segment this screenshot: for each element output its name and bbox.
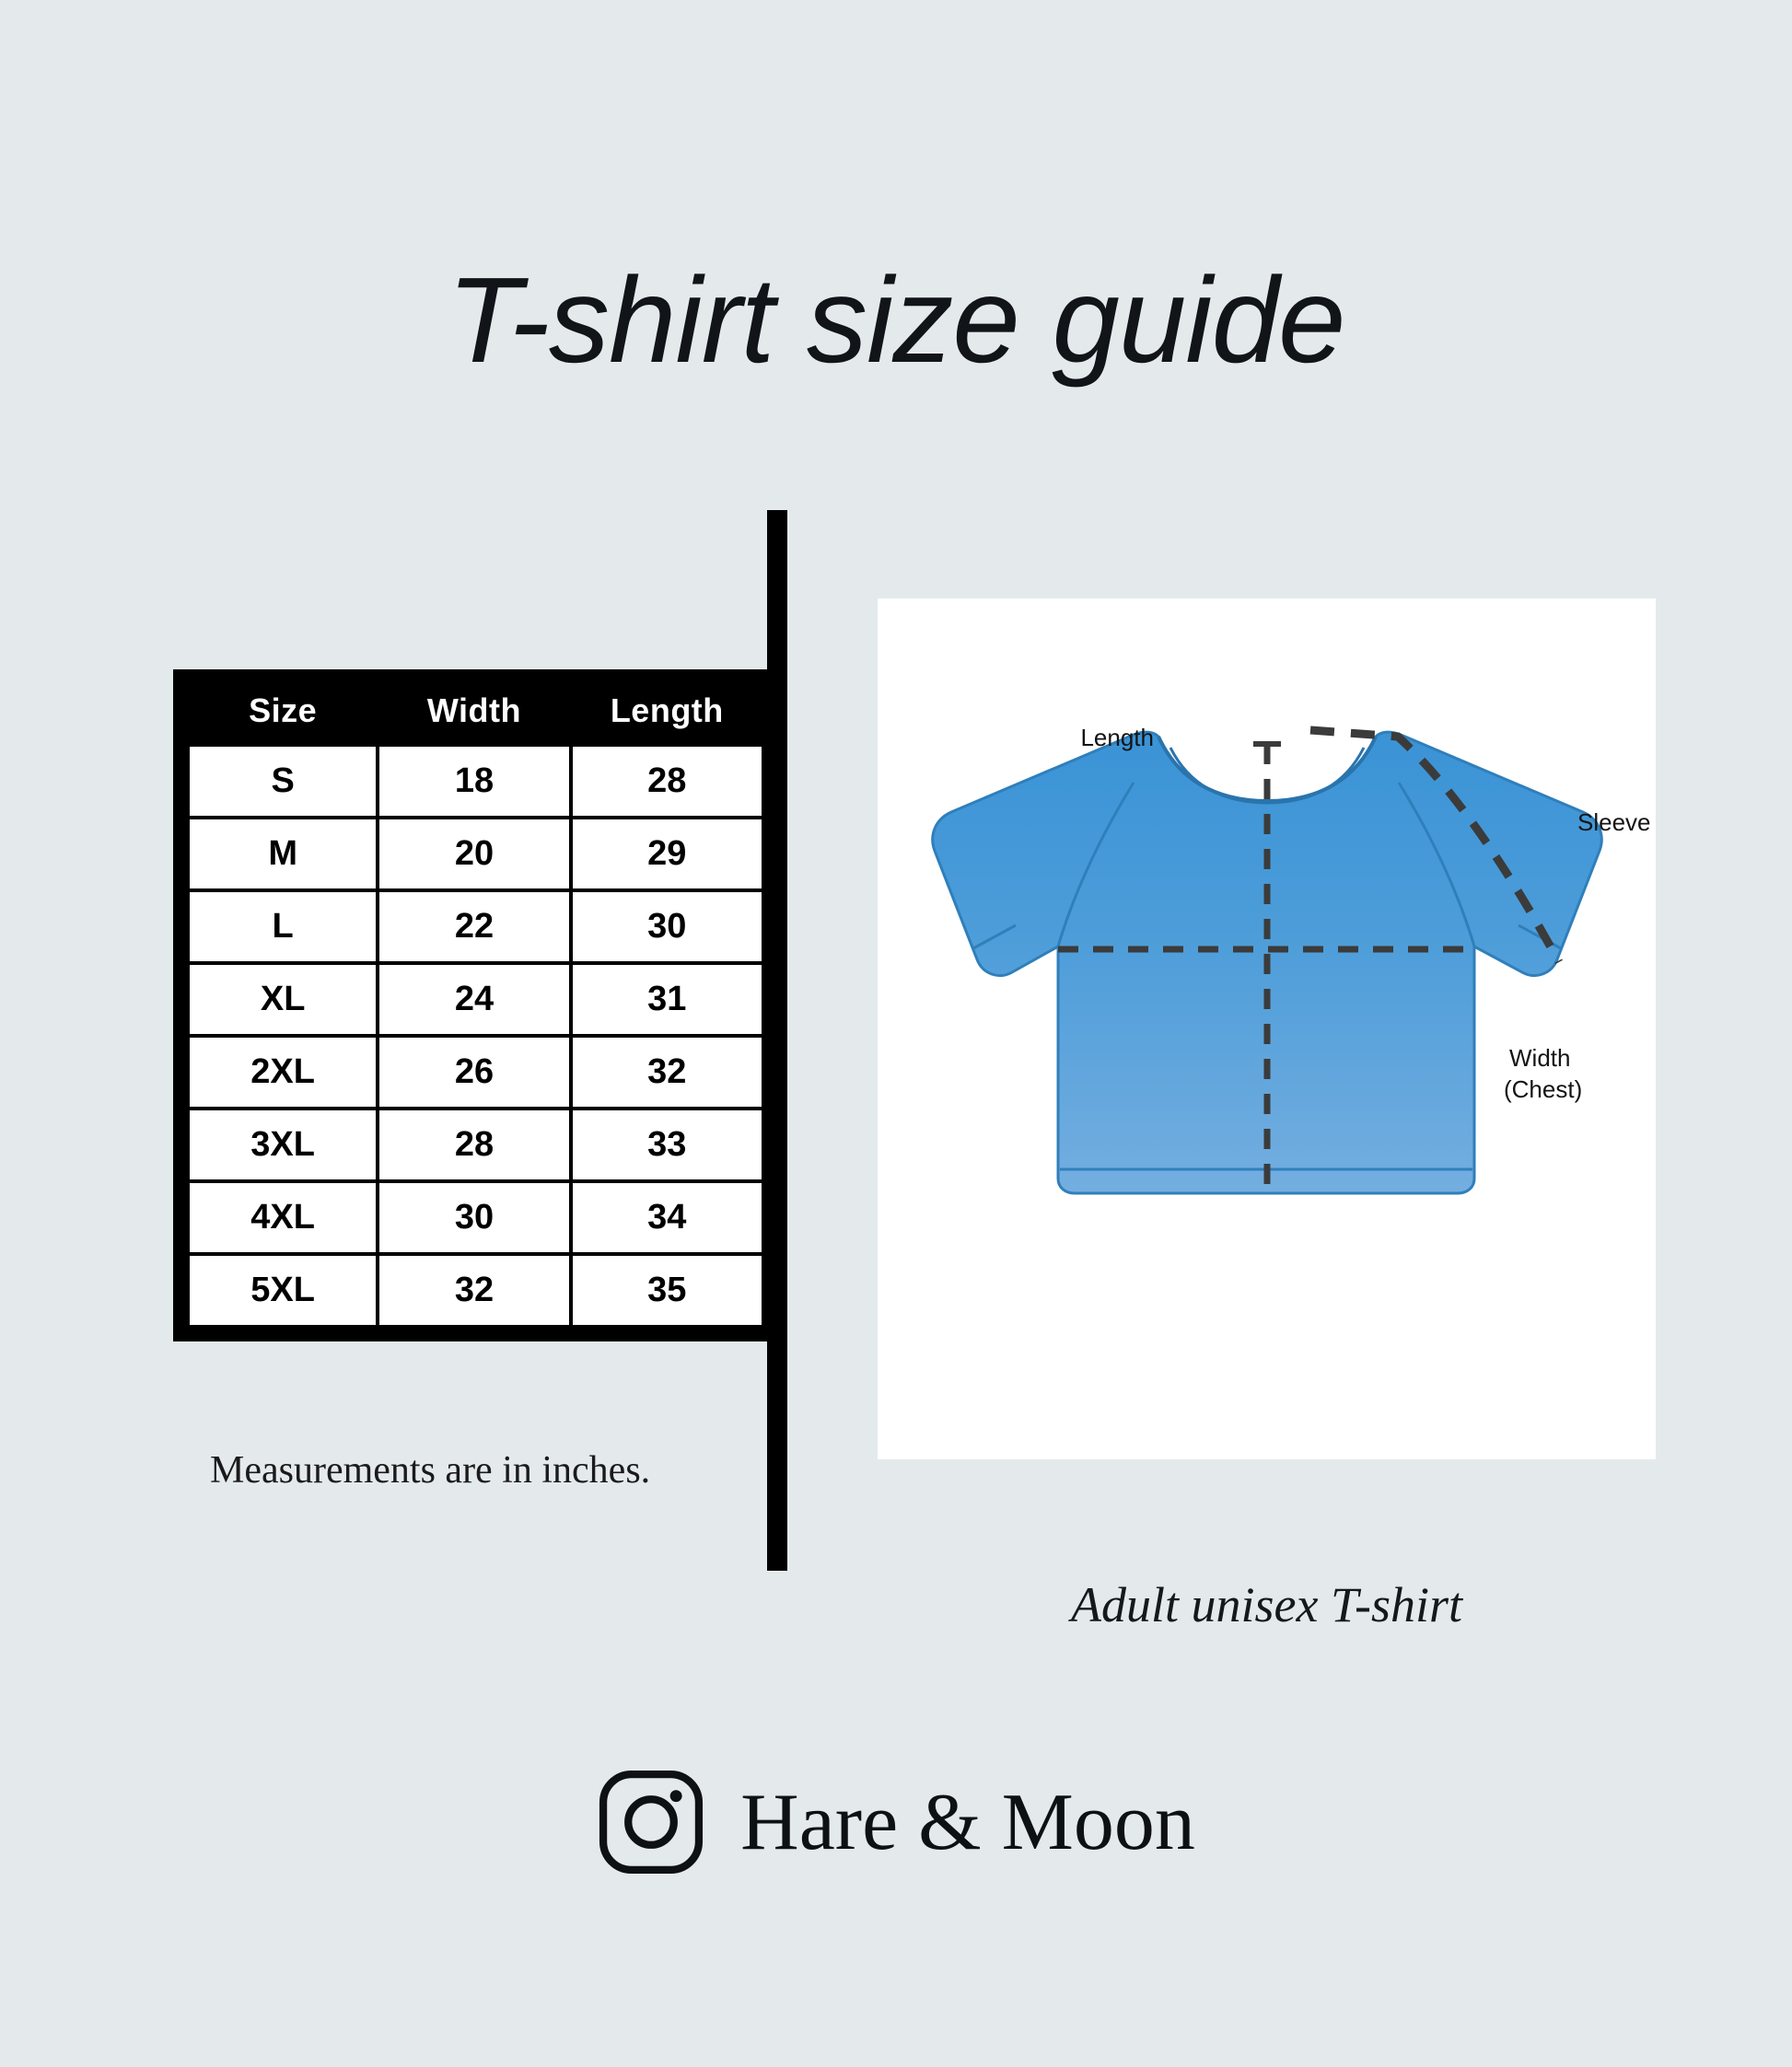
- table-row: [190, 747, 762, 816]
- column-header-length: Length: [573, 686, 762, 743]
- cell-length: 30: [573, 892, 762, 961]
- cell-size: S: [190, 747, 376, 816]
- table-row: [190, 1183, 762, 1252]
- cell-size: 4XL: [190, 1183, 376, 1252]
- table-row: [190, 965, 762, 1034]
- diagram-caption: Adult unisex T-shirt: [1071, 1577, 1462, 1632]
- cell-size: M: [190, 819, 376, 888]
- measurement-note: Measurements are in inches.: [210, 1449, 651, 1492]
- label-width-chest: (Chest): [1504, 1075, 1583, 1103]
- label-sleeve: Sleeve: [1577, 808, 1651, 836]
- cell-size: 3XL: [190, 1110, 376, 1179]
- cell-size: L: [190, 892, 376, 961]
- cell-width: 20: [379, 819, 568, 888]
- cell-length: 33: [573, 1110, 762, 1179]
- column-header-size: Size: [190, 686, 376, 743]
- cell-width: 30: [379, 1183, 568, 1252]
- brand-footer: [0, 1768, 1792, 1876]
- table-row: [190, 1256, 762, 1325]
- cell-width: 18: [379, 747, 568, 816]
- page-title: T-shirt size guide: [447, 252, 1345, 388]
- tshirt-diagram: [878, 598, 1656, 1459]
- cell-width: 26: [379, 1038, 568, 1107]
- table-row: [190, 892, 762, 961]
- brand-name: Hare & Moon: [740, 1777, 1195, 1867]
- table-header-row: [190, 686, 762, 743]
- instagram-icon[interactable]: [597, 1768, 705, 1876]
- cell-width: 22: [379, 892, 568, 961]
- cell-length: 29: [573, 819, 762, 888]
- table-row: [190, 1038, 762, 1107]
- cell-width: 28: [379, 1110, 568, 1179]
- cell-width: 24: [379, 965, 568, 1034]
- cell-size: 2XL: [190, 1038, 376, 1107]
- cell-width: 32: [379, 1256, 568, 1325]
- size-table: [186, 682, 765, 1329]
- cell-length: 28: [573, 747, 762, 816]
- cell-length: 32: [573, 1038, 762, 1107]
- table-row: [190, 819, 762, 888]
- cell-length: 35: [573, 1256, 762, 1325]
- cell-size: 5XL: [190, 1256, 376, 1325]
- cell-length: 31: [573, 965, 762, 1034]
- cell-size: XL: [190, 965, 376, 1034]
- column-header-width: Width: [379, 686, 568, 743]
- size-table-container: [173, 669, 778, 1341]
- label-length: Length: [1080, 724, 1154, 751]
- cell-length: 34: [573, 1183, 762, 1252]
- label-width: Width: [1509, 1044, 1571, 1072]
- table-row: [190, 1110, 762, 1179]
